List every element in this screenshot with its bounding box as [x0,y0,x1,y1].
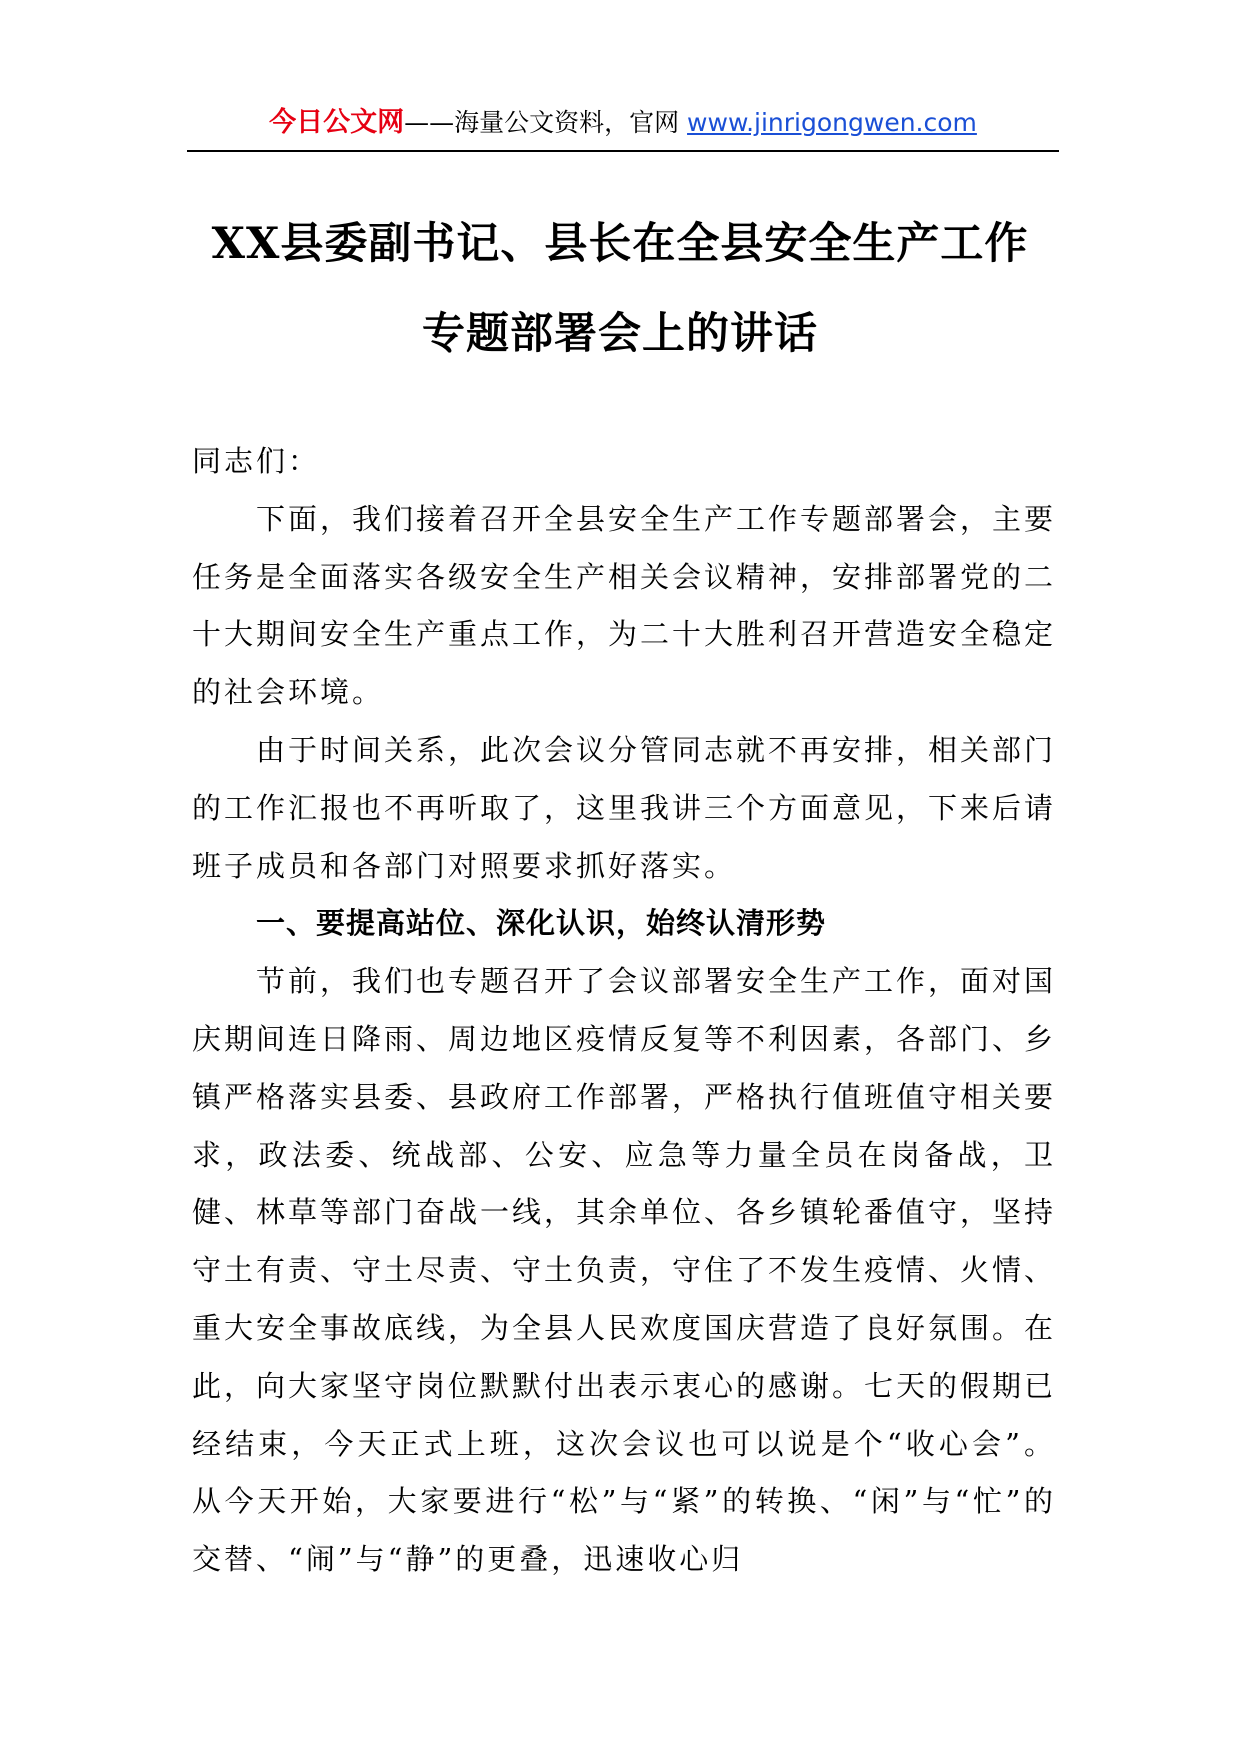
document-title-line-2: 专题部署会上的讲话 [422,309,818,359]
paragraph-intro: 下面，我们接着召开全县安全生产工作专题部署会，主要任务是全面落实各级安全生产相关会议精神，安排部署党的二十大期间安全生产重点工作，为二十大胜利召开营造安全稳定的社会环境。 [192,501,1057,710]
document-body [192,433,1056,1589]
section-heading-1: 一、要提高站位、深化认识，始终认清形势 [256,906,827,941]
site-url-link[interactable]: www.jinrigongwen.com [687,108,977,137]
salutation: 同志们： [192,444,321,478]
document-title-line-1: XX县委副书记、县长在全县安全生产工作 [211,219,1029,269]
site-brand[interactable]: 今日公文网 [269,107,405,138]
site-slogan: ——海量公文资料，官网 [404,108,688,137]
paragraph-arrangement: 由于时间关系，此次会议分管同志就不再安排，相关部门的工作汇报也不再听取了，这里我讲三个方面意见，下来后请班子成员和各部门对照要求抓好落实。 [192,732,1057,883]
site-header [187,96,1059,152]
paragraph-section-1: 节前，我们也专题召开了会议部署安全生产工作，面对国庆期间连日降雨、周边地区疫情反复等不利因素，各部门、乡镇严格落实县委、县政府工作部署，严格执行值班值守相关要求，政法委、统战部、公安、应急等力量全员在岗备战，卫健、林草等部门奋战一线，其余单位、各乡镇轮番值守，坚持守土有责、守土尽责、守土负责，守住了不发生疫情、火情、重大安全事故底线，为全县人民欢度国庆营造了良好氛围。在此，向大家坚守岗位默默付出表示衷心的感谢。七天的假期已经结束，今天正式上班，这次会议也可以说是个“收心会”。从今天开始，大家要进行“松”与“紧”的转换、“闲”与“忙”的交替、“闹”与“静”的更叠，迅速收心归 [192,964,1057,1577]
